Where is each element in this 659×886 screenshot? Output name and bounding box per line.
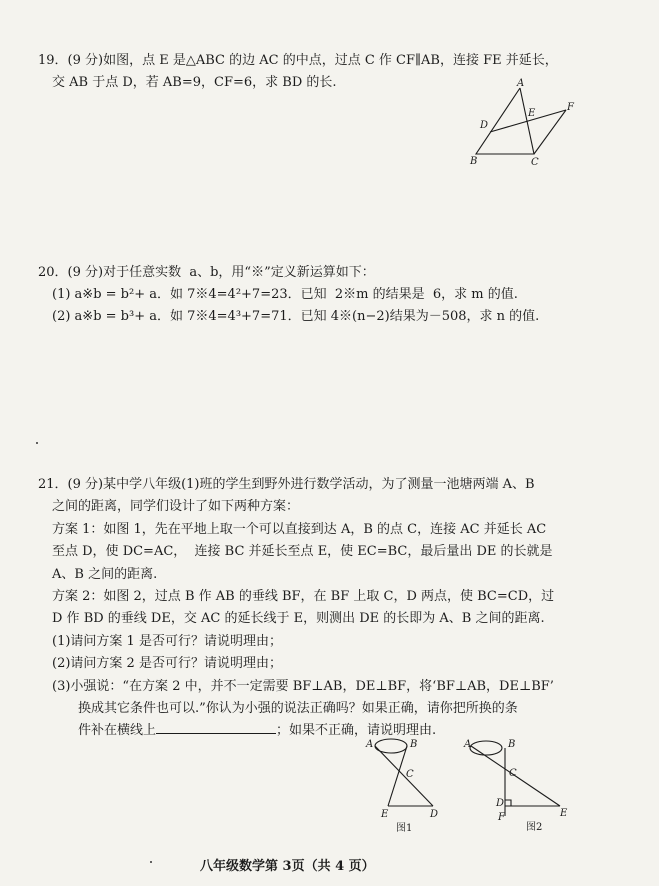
q19-label-e: E [528, 108, 536, 119]
fig1-label-e: E [381, 809, 389, 820]
scan-speck-2 [150, 861, 152, 863]
q19-label-b: B [470, 156, 478, 167]
fig2-caption: 图2 [526, 822, 543, 833]
fig1-caption: 图1 [396, 823, 413, 834]
fig1-label-a: A [366, 739, 374, 750]
q21-line-2: 之间的距离，同学们设计了如下两种方案： [52, 499, 300, 515]
q21-line-10: (3)小强说：“在方案 2 中，并不一定需要 BF⊥AB，DE⊥BF，将‘BF⊥AB，DE⊥BF’ [52, 678, 554, 694]
q21-line-11: 换成其它条件也可以.”你认为小强的说法正确吗？如果正确，请你把所换的条 [78, 701, 518, 717]
q19-figure [462, 76, 592, 168]
q21-line-4: 至点 D，使 DC=AC， 连接 BC 并延长至点 E，使 EC=BC，最后量出 DE 的长就是 [52, 544, 553, 560]
q19-label-d: D [480, 120, 489, 131]
fig1-label-c: C [406, 769, 414, 780]
fig2-label-e: E [560, 808, 568, 819]
q21-line-12-text: 件补在横线上 [78, 723, 157, 739]
q21-line-8: (1)请问方案 1 是否可行？请说明理由； [52, 633, 282, 649]
q19-label-c: C [531, 157, 539, 168]
q19-line-2: 交 AB 于点 D，若 AB=9，CF=6，求 BD 的长. [52, 75, 337, 90]
q19-label-a: A [517, 78, 525, 89]
scan-speck [36, 442, 38, 444]
q21-line-1: 21．(9 分)某中学八年级(1)班的学生到野外进行数学活动，为了测量一池塘两端 A、B [38, 477, 535, 492]
q21-figure-2 [460, 734, 580, 834]
fig2-label-d: D [496, 798, 505, 809]
q21-line-6: 方案 2：如图 2，过点 B 作 AB 的垂线 BF，在 BF 上取 C，D 两点，使 BC=CD，过 [52, 589, 555, 605]
question-20 [38, 262, 628, 328]
answer-blank[interactable] [156, 720, 276, 734]
question-21 [38, 474, 628, 743]
fig2-label-c: C [509, 768, 517, 779]
q21-line-7: D 作 BD 的垂线 DE，交 AC 的延长线于 E，则测出 DE 的长即为 A、B 之间的距离. [52, 611, 545, 627]
q19-label-f: F [567, 102, 574, 113]
q21-figure-1 [362, 734, 452, 834]
fig1-label-b: B [410, 739, 418, 750]
q20-line-2: (1) a※b = b²+ a．如 7※4=4²+7=23．已知 2※m 的结果是 6，求 m 的值. [52, 287, 518, 302]
fig2-label-a: A [464, 739, 472, 750]
q20-line-1: 20．(9 分)对于任意实数 a、b，用“※”定义新运算如下： [38, 265, 375, 280]
q21-line-12-tail: ；如果不正确，请说明理由. [276, 723, 437, 739]
q20-line-3: (2) a※b = b³+ a．如 7※4=4³+7=71．已知 4※(n−2)结果为－508，求 n 的值. [52, 309, 540, 324]
q21-line-5: A、B 之间的距离. [52, 566, 158, 582]
q19-line-1: 19．(9 分)如图，点 E 是△ABC 的边 AC 的中点，过点 C 作 CF∥AB，连接 FE 并延长， [38, 53, 558, 68]
page-footer: 八年级数学第 3页（共 4 页） [200, 859, 375, 874]
fig1-label-d: D [430, 809, 439, 820]
fig2-label-b: B [508, 739, 516, 750]
q21-line-9: (2)请问方案 2 是否可行？请说明理由； [52, 656, 282, 672]
fig2-label-f: F [498, 812, 505, 823]
q21-line-3: 方案 1：如图 1，先在平地上取一个可以直接到达 A，B 的点 C，连接 AC 并延长 AC [52, 521, 547, 537]
